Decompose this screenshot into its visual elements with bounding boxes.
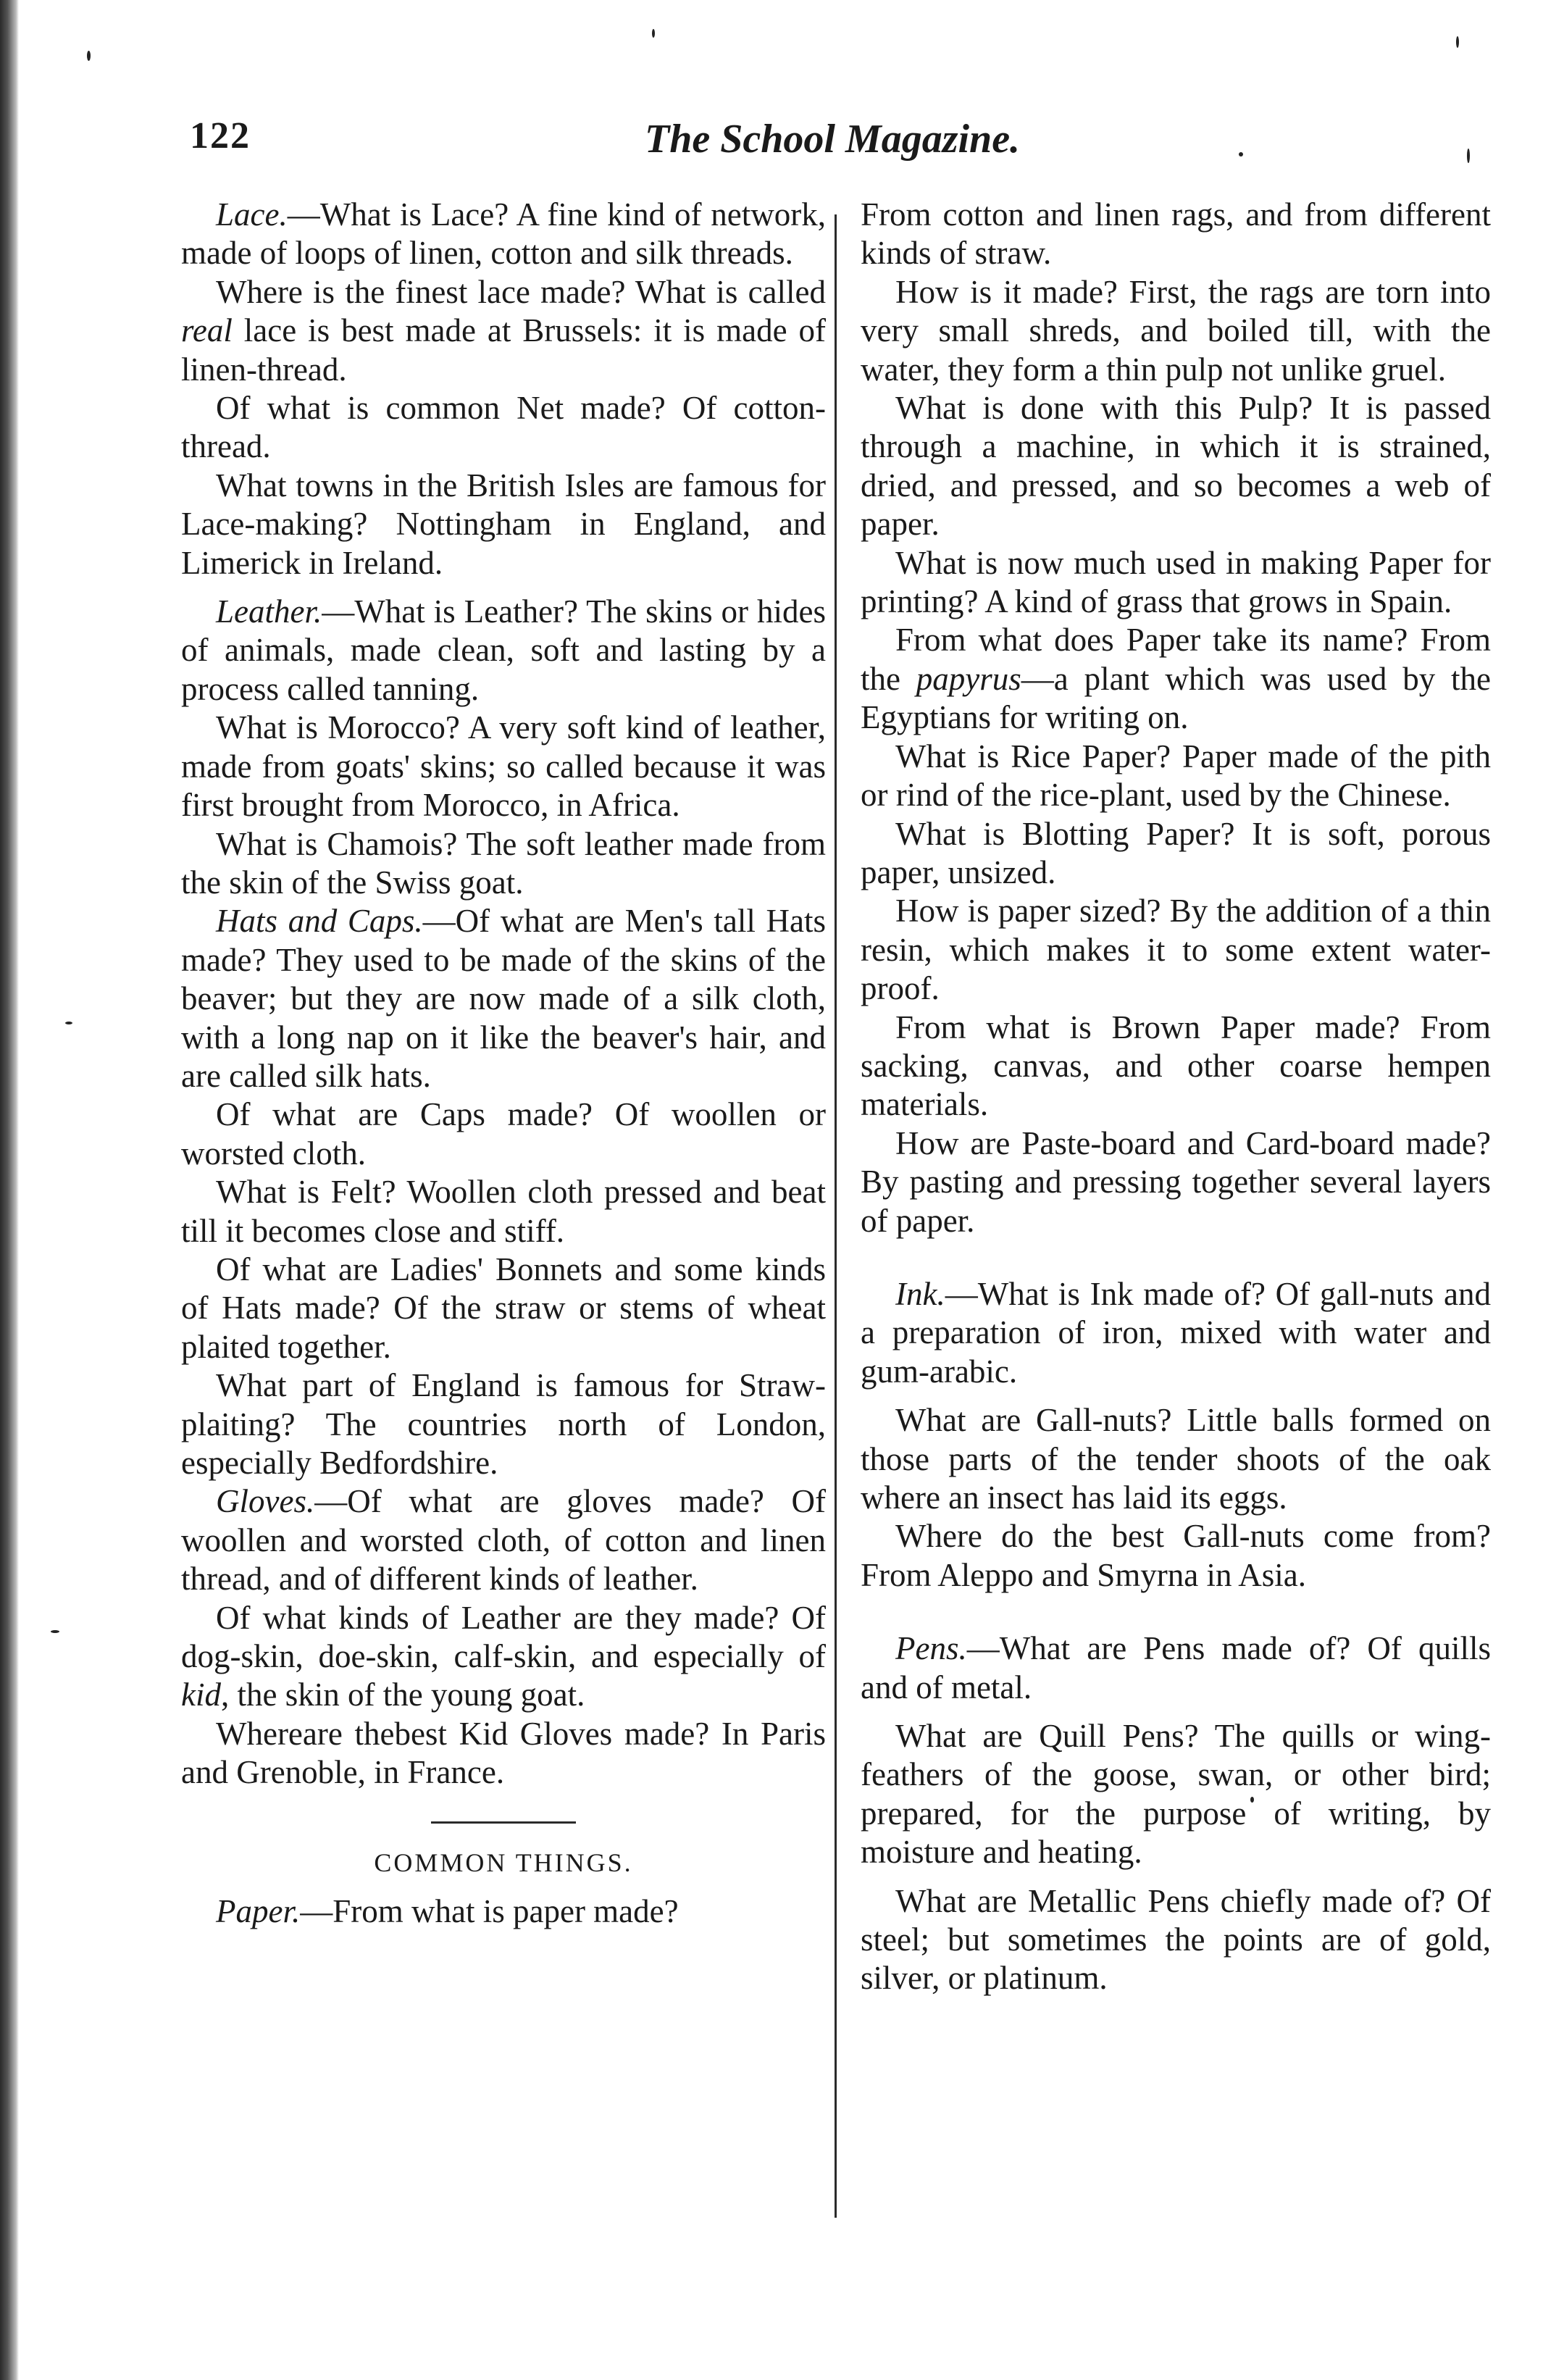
topic-heading: Lace. <box>216 196 288 233</box>
paragraph: Where do the best Gall-nuts come from? From Aleppo and Smyrna in Asia. <box>861 1518 1491 1593</box>
gloves-paragraph <box>181 1482 826 1598</box>
leather-paragraph <box>181 593 826 709</box>
page-number: 122 <box>190 115 251 156</box>
paragraph-text: —Of what are Men's tall Hats made? They used to be made of the skins of the beaver; but they are now made of a silk cloth, with a long nap on it like the beaver's hair, and are called silk hats. <box>181 903 826 1094</box>
lace-paragraph <box>181 196 826 273</box>
paragraph: Of what are Caps made? Of woollen or worsted cloth. <box>181 1096 826 1172</box>
section-heading: COMMON THINGS. <box>374 1847 633 1877</box>
paragraph: What towns in the British Isles are famous for Lace-making? Nottingham in England, and Limerick in Ireland. <box>181 467 826 581</box>
paragraph-text: —What is Lace? A fine kind of network, made of loops of linen, cotton and silk threads. <box>181 196 826 272</box>
paragraph: How are Paste-board and Card-board made? By pasting and pressing together several layers of paper. <box>861 1124 1491 1239</box>
ink-paragraph <box>861 1275 1491 1391</box>
topic-heading: Hats and Caps. <box>216 903 423 940</box>
paragraph <box>181 1599 826 1715</box>
pens-paragraph <box>861 1629 1491 1707</box>
paragraph-text: lace is best made at Brussels: it is made of linen-thread. <box>181 312 826 388</box>
paragraph <box>861 621 1491 737</box>
paragraph-text: —a plant which was used by the Egyptians for writing on. <box>861 660 1491 736</box>
paragraph-text: —What is Ink made of? Of gall-nuts and a preparation of iron, mixed with water and gum-arabic. <box>861 1275 1491 1390</box>
paragraph-text: —From what is paper made? <box>300 1893 679 1930</box>
hats-paragraph <box>181 902 826 1095</box>
paper-paragraph <box>181 1892 826 1931</box>
paragraph: From cotton and linen rags, and from different kinds of straw. <box>861 196 1491 272</box>
scan-speck <box>51 1630 59 1633</box>
paragraph: What is now much used in making Paper for printing? A kind of grass that grows in Spain. <box>861 544 1491 620</box>
emphasis: real <box>181 312 233 349</box>
paragraph: What are Quill Pens? The quills or wing-feathers of the goose, swan, or other bird; prepared, for the purpose of writing, by moisture and heating. <box>861 1718 1491 1871</box>
topic-heading: Leather. <box>216 593 322 630</box>
paragraph: What is done with this Pulp? It is passed through a machine, in which it is strained, dried, and pressed, and so becomes a web of paper. <box>861 390 1491 543</box>
left-column <box>181 196 826 1931</box>
paragraph <box>181 273 826 389</box>
paragraph: What is Blotting Paper? It is soft, porous paper, unsized. <box>861 815 1491 890</box>
emphasis: kid <box>181 1677 221 1713</box>
paragraph: How is paper sized? By the addition of a thin resin, which makes it to some extent water-proof. <box>861 893 1491 1007</box>
topic-heading: Pens. <box>895 1630 967 1667</box>
paragraph-text: Of what kinds of Leather are they made? Of dog-skin, doe-skin, calf-skin, and especially of <box>181 1599 826 1675</box>
emphasis: papyrus <box>916 660 1021 697</box>
paragraph: Of what is common Net made? Of cotton-thread. <box>181 390 826 465</box>
paragraph: From what is Brown Paper made? From sacking, canvas, and other coarse hempen materials. <box>861 1009 1491 1123</box>
paragraph: Of what are Ladies' Bonnets and some kinds of Hats made? Of the straw or stems of wheat plaited together. <box>181 1250 826 1365</box>
page-header <box>0 0 1543 188</box>
paragraph: How is it made? First, the rags are torn into very small shreds, and boiled till, with the water, they form a thin pulp not unlike gruel. <box>861 273 1491 388</box>
paragraph-text: , the skin of the young goat. <box>220 1677 585 1713</box>
paragraph: What is Felt? Woollen cloth pressed and beat till it becomes close and stiff. <box>181 1174 826 1249</box>
paragraph: What part of England is famous for Straw-plaiting? The countries north of London, especially Bedfordshire. <box>181 1367 826 1481</box>
paragraph-text: —Of what are gloves made? Of woollen and worsted cloth, of cotton and linen thread, and of different kinds of leather. <box>181 1483 826 1598</box>
scan-edge <box>0 0 19 2380</box>
paragraph-text: From what does Paper take its name? From the <box>861 622 1491 697</box>
paragraph: What are Gall-nuts? Little balls formed on those parts of the tender shoots of the oak where an insect has laid its eggs. <box>861 1402 1491 1516</box>
paragraph-text: Where is the finest lace made? What is called <box>216 273 826 310</box>
paragraph: What are Metallic Pens chiefly made of? Of steel; but sometimes the points are of gold, silver, or platinum. <box>861 1882 1491 1997</box>
paragraph: Whereare thebest Kid Gloves made? In Paris and Grenoble, in France. <box>181 1715 826 1791</box>
section-rule <box>431 1821 576 1824</box>
paragraph: What is Rice Paper? Paper made of the pith or rind of the rice-plant, used by the Chinese. <box>861 738 1491 814</box>
column-divider <box>835 214 837 2218</box>
topic-heading: Gloves. <box>216 1483 315 1520</box>
topic-heading: Ink. <box>895 1275 945 1312</box>
paragraph-text: —What is Leather? The skins or hides of animals, made clean, soft and lasting by a process called tanning. <box>181 593 826 707</box>
paragraph-text: —What are Pens made of? Of quills and of metal. <box>861 1630 1491 1705</box>
paragraph: What is Morocco? A very soft kind of leather, made from goats' skins; so called because it was first brought from Morocco, in Africa. <box>181 709 826 824</box>
paragraph: What is Chamois? The soft leather made from the skin of the Swiss goat. <box>181 825 826 901</box>
running-title: The School Magazine. <box>645 117 1021 162</box>
scan-speck <box>65 1022 72 1024</box>
right-column <box>861 196 1491 1998</box>
topic-heading: Paper. <box>216 1893 301 1930</box>
